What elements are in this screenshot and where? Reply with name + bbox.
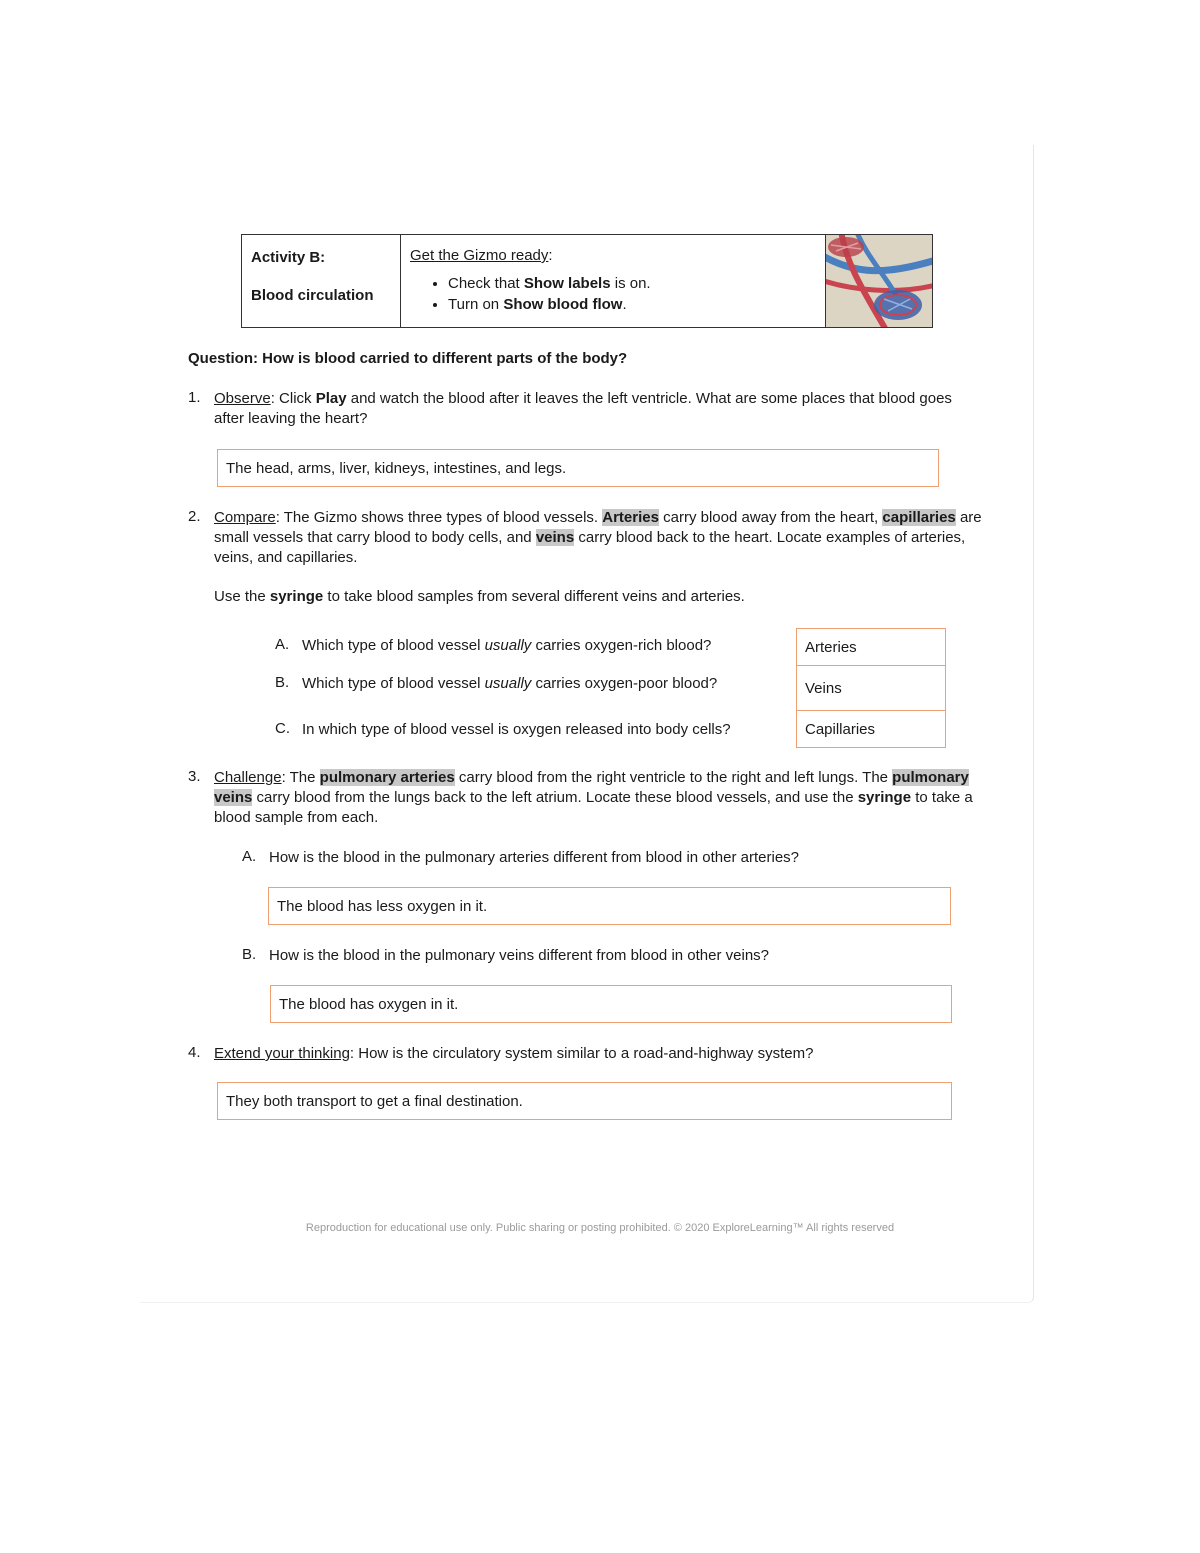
gizmo-ready-label: Get the Gizmo ready [410, 247, 549, 264]
q3a-answer: The blood has less oxygen in it. [277, 897, 488, 915]
q2b-letter: B. [275, 674, 290, 691]
gizmo-ready-list [410, 273, 825, 315]
activity-label: Activity B: [251, 249, 326, 266]
q3b-text: How is the blood in the pulmonary veins different from blood in other veins? [269, 947, 770, 964]
gizmo-ready-cell: Get the Gizmo ready: • Check that Show labels is on. • Turn on Show blood flow. [401, 235, 826, 327]
q1-number: 1. [188, 389, 201, 406]
gizmo-ready-item: • Turn on Show blood flow. [448, 294, 825, 315]
main-question: Question: How is blood carried to different parts of the body? [188, 350, 628, 367]
q1-text: Observe: Click Play and watch the blood after it leaves the left ventricle. What are some places that blood goes after leaving the heart? [214, 390, 952, 427]
q4-text: Extend your thinking: How is the circulatory system similar to a road-and-highway system? [214, 1045, 814, 1062]
q2-number: 2. [188, 508, 201, 525]
q2a-letter: A. [275, 636, 290, 653]
q3-number: 3. [188, 768, 201, 785]
q3b-letter: B. [242, 946, 257, 963]
activity-title-cell [242, 235, 401, 327]
q2b-answer: Veins [805, 679, 842, 697]
q2c-letter: C. [275, 720, 290, 737]
activity-title: Blood circulation [251, 287, 374, 304]
q2-text: Compare: The Gizmo shows three types of blood vessels. Arteries carry blood away from the heart, capillaries are small vessels that carry blood to body cells, and veins carry blood back to the heart. Locate examples of arteries, veins, and capillaries. [214, 509, 982, 566]
q1-answer-box[interactable] [217, 449, 939, 487]
q2a-answer-box[interactable] [796, 628, 946, 666]
q4-number: 4. [188, 1044, 201, 1061]
q4-answer: They both transport to get a final destination. [226, 1092, 523, 1110]
q2b-answer-box[interactable] [796, 665, 946, 711]
gizmo-ready-item: • Check that Show labels is on. [448, 273, 825, 294]
q2-syringe-text: Use the syringe to take blood samples from several different veins and arteries. [214, 588, 745, 605]
q2c-answer-box[interactable] [796, 710, 946, 748]
q2c-answer: Capillaries [805, 720, 876, 738]
q3b-answer: The blood has oxygen in it. [279, 995, 459, 1013]
q3b-answer-box[interactable] [270, 985, 952, 1023]
q3-text: Challenge: The pulmonary arteries carry blood from the right ventricle to the right and left lungs. The pulmonary veins carry blood from the lungs back to the left atrium. Locate these blood vessels, and use the syringe to take a blood sample from each. [214, 769, 973, 826]
blood-vessel-thumbnail [826, 235, 932, 327]
q3a-letter: A. [242, 848, 257, 865]
q1-answer: The head, arms, liver, kidneys, intestines, and legs. [226, 459, 567, 477]
q2b-text: Which type of blood vessel usually carries oxygen-poor blood? [302, 675, 718, 692]
copyright-footer: Reproduction for educational use only. Public sharing or posting prohibited. © 2020 ExploreLearning™ All rights reserved [305, 1222, 895, 1234]
activity-header-table [241, 234, 933, 328]
q2a-text: Which type of blood vessel usually carries oxygen-rich blood? [302, 637, 712, 654]
q2c-text: In which type of blood vessel is oxygen released into body cells? [302, 721, 731, 738]
q2a-answer: Arteries [805, 638, 857, 656]
q3a-answer-box[interactable] [268, 887, 951, 925]
q4-answer-box[interactable] [217, 1082, 952, 1120]
capillary-bed-illustration [826, 235, 932, 327]
q3a-text: How is the blood in the pulmonary arteries different from blood in other arteries? [269, 849, 800, 866]
